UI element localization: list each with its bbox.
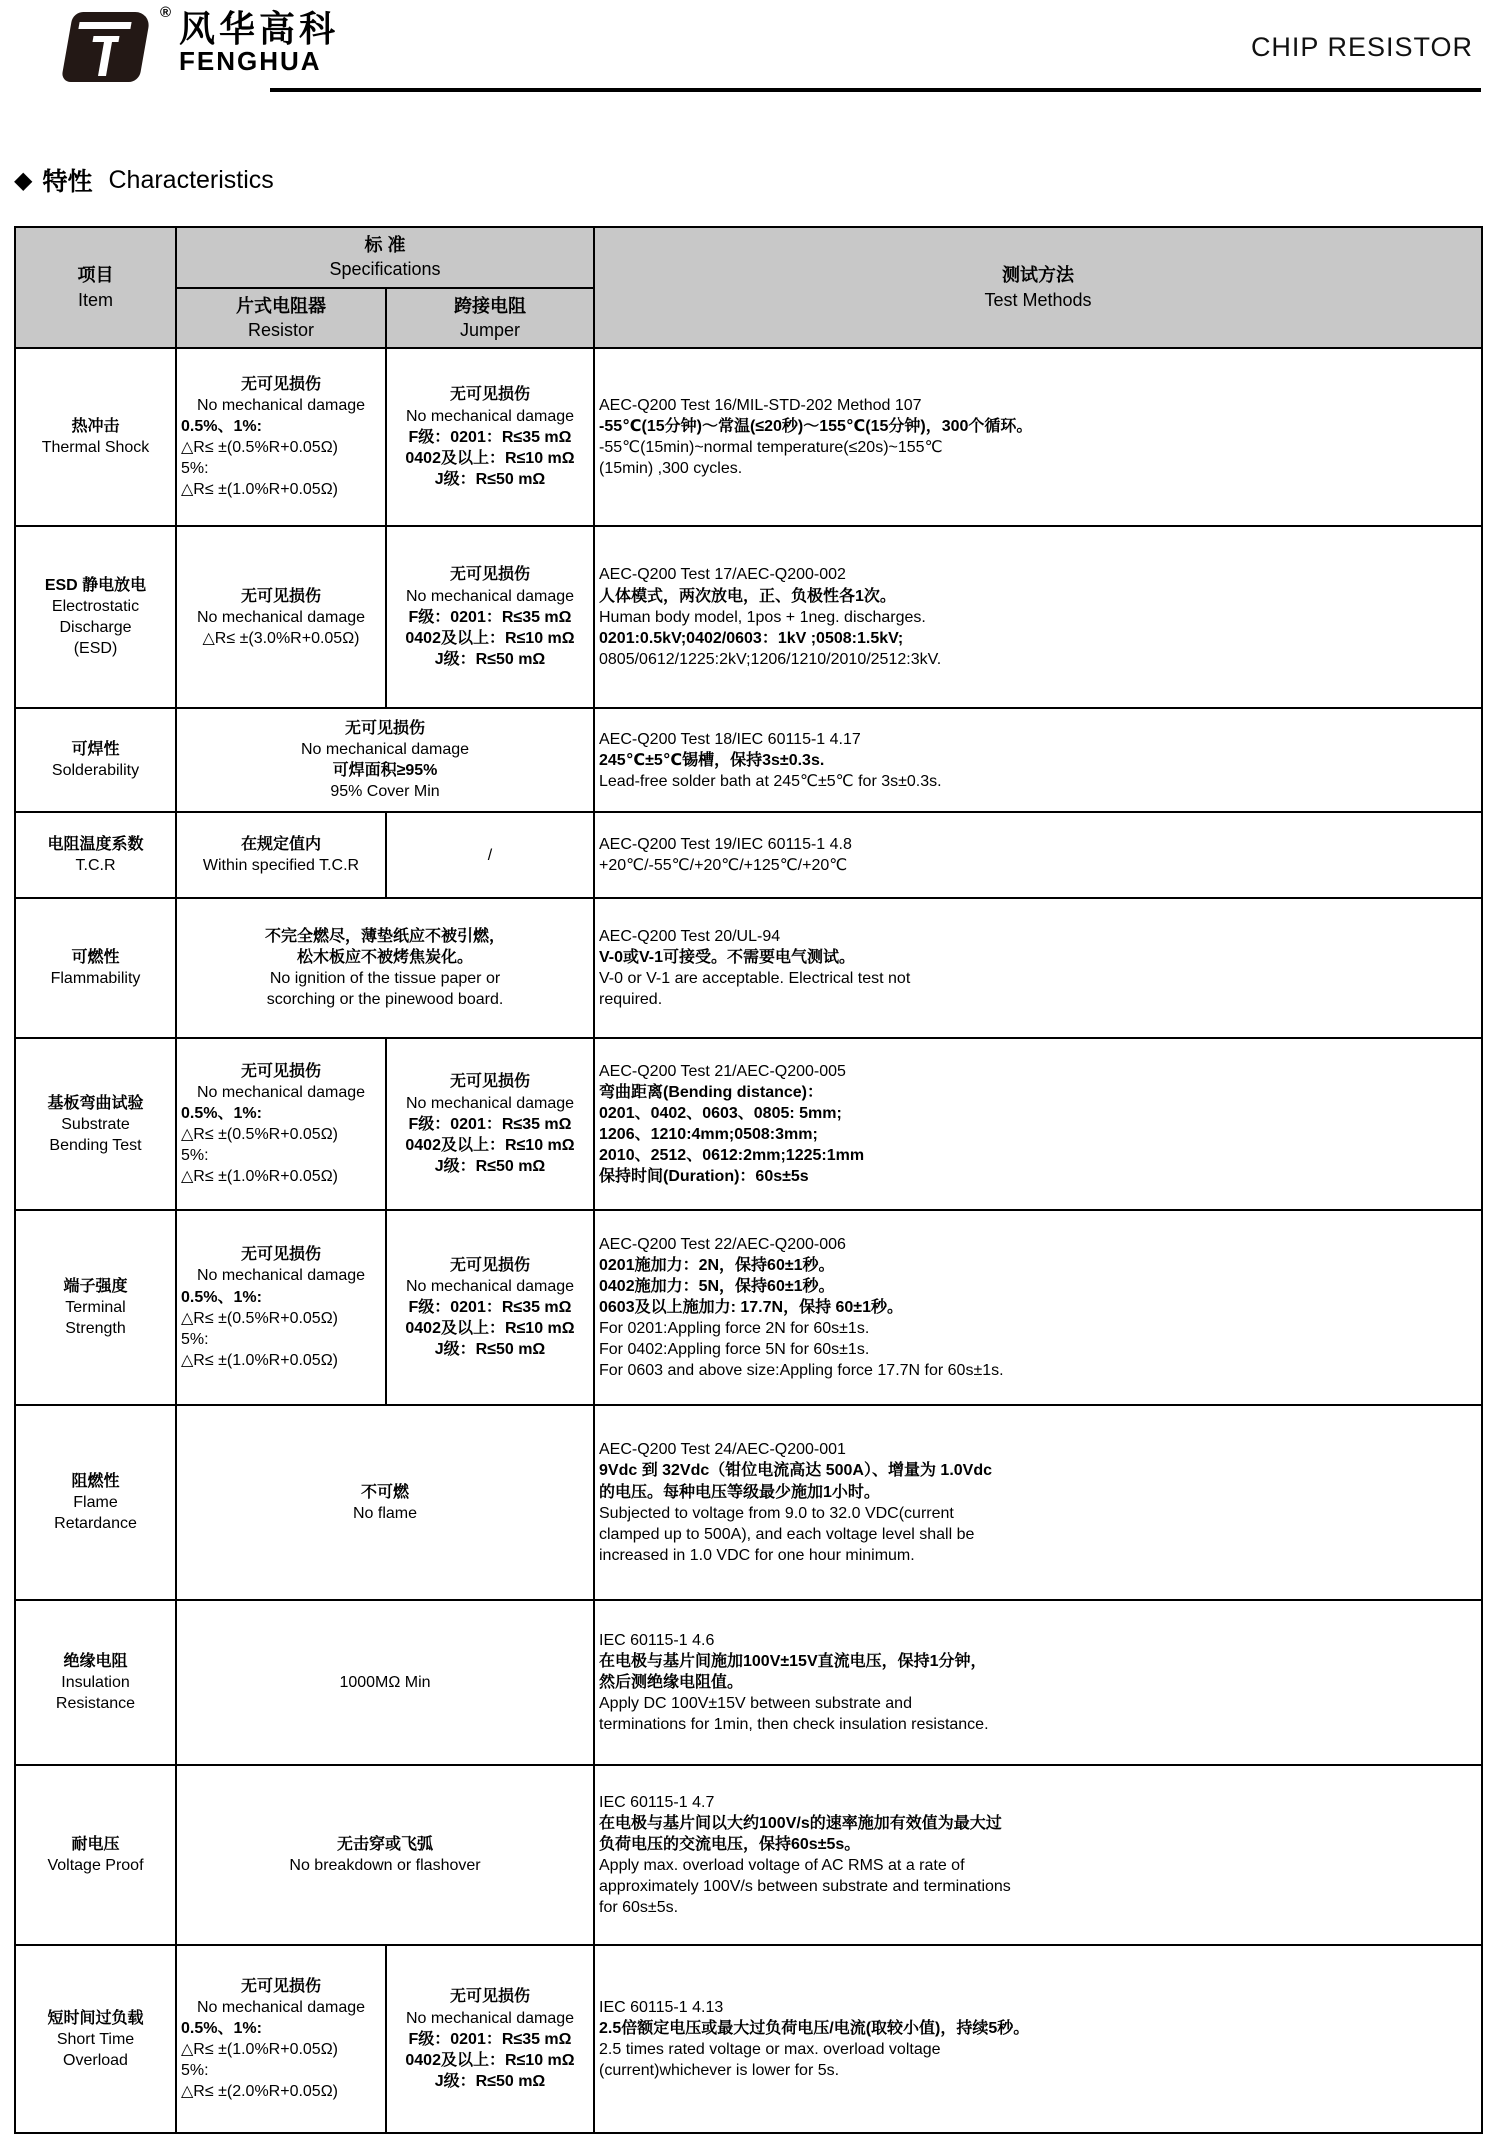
- brand-name-chinese: 风华高科: [179, 8, 340, 49]
- text-line: 5%:: [181, 1147, 209, 1165]
- text-line: Bending Test: [49, 1136, 142, 1154]
- text-line: 9Vdc 到 32Vdc（钳位电流高达 500A）、增量为 1.0Vdc: [599, 1462, 993, 1480]
- text-line: T.C.R: [75, 857, 116, 875]
- text-line: Electrostatic: [51, 598, 140, 616]
- text-line: No mechanical damage: [196, 1083, 366, 1101]
- text-line: △R≤ ±(1.0%R+0.05Ω): [181, 1351, 338, 1369]
- text-line: △R≤ ±(1.0%R+0.05Ω): [181, 2041, 338, 2059]
- text-line: Discharge: [59, 619, 132, 637]
- text-line: -55℃(15分钟)～常温(≤20秒)～155℃(15分钟)，300个循环。: [599, 418, 1033, 436]
- header-test-methods: 测试方法 Test Methods: [594, 227, 1482, 348]
- text-line: 不可燃: [360, 1483, 409, 1501]
- text-line: 松木板应不被烤焦炭化。: [296, 949, 473, 967]
- text-line: 无可见损伤: [240, 1977, 321, 1995]
- text-line: 0.5%、1%:: [181, 1288, 262, 1306]
- table-row: [15, 348, 1482, 526]
- text-line: 然后测绝缘电阻值。: [599, 1674, 744, 1692]
- table-row: [15, 1038, 1482, 1210]
- jumper-spec-cell: [386, 348, 594, 526]
- text-line: 0402施加力：5N，保持60±1秒。: [599, 1278, 835, 1296]
- characteristics-table: [14, 226, 1483, 2134]
- item-cell: [15, 708, 176, 812]
- test-method-cell: [594, 1945, 1482, 2133]
- text-line: (current)whichever is lower for 5s.: [599, 2062, 840, 2080]
- text-line: Voltage Proof: [47, 1857, 144, 1875]
- text-line: 保持时间(Duration)：60s±5s: [599, 1168, 809, 1186]
- item-cell: [15, 1405, 176, 1600]
- text-line: scorching or the pinewood board.: [266, 991, 504, 1009]
- item-cell: [15, 1765, 176, 1945]
- text-line: F级：0201：R≤35 mΩ: [408, 428, 572, 446]
- text-line: approximately 100V/s between substrate and terminations: [599, 1878, 1011, 1896]
- brand-name-english: FENGHUA: [179, 45, 322, 76]
- text-line: 无可见损伤: [449, 1988, 530, 2006]
- merged-spec-cell: [176, 1405, 594, 1600]
- text-line: Thermal Shock: [41, 439, 150, 457]
- header-divider: [270, 88, 1481, 92]
- text-line: 人体模式，两次放电，正、负极性各1次。: [599, 587, 896, 605]
- text-line: V-0或V-1可接受。不需要电气测试。: [599, 949, 856, 967]
- resistor-spec-cell: [176, 1038, 386, 1210]
- text-line: 阻燃性: [71, 1473, 120, 1491]
- item-cell: [15, 1210, 176, 1405]
- text-line: 端子强度: [63, 1278, 128, 1296]
- text-line: 绝缘电阻: [63, 1653, 128, 1671]
- test-method-cell: [594, 1600, 1482, 1765]
- text-line: △R≤ ±(2.0%R+0.05Ω): [181, 2083, 338, 2101]
- test-method-cell: [594, 708, 1482, 812]
- text-line: 0.5%、1%:: [181, 1105, 262, 1123]
- text-line: Lead-free solder bath at 245℃±5℃ for 3s±0.3s.: [599, 772, 942, 790]
- text-line: 热冲击: [71, 418, 120, 436]
- text-line: 可焊面积≥95%: [332, 762, 438, 780]
- text-line: △R≤ ±(1.0%R+0.05Ω): [181, 481, 338, 499]
- header-jumper: 跨接电阻 Jumper: [386, 288, 594, 349]
- resistor-spec-left: [181, 1103, 381, 1187]
- text-line: F级：0201：R≤35 mΩ: [408, 1115, 572, 1133]
- text-line: 0402及以上：R≤10 mΩ: [405, 2051, 575, 2069]
- text-line: 基板弯曲试验: [47, 1094, 144, 1112]
- text-line: For 0603 and above size:Appling force 17.7N for 60s±1s.: [599, 1362, 1004, 1380]
- text-line: 无可见损伤: [449, 566, 530, 584]
- text-line: AEC-Q200 Test 21/AEC-Q200-005: [599, 1062, 846, 1080]
- text-line: No mechanical damage: [300, 741, 470, 759]
- text-line: increased in 1.0 VDC for one hour minimum.: [599, 1546, 915, 1564]
- text-line: 0201、0402、0603、0805: 5mm;: [599, 1105, 842, 1123]
- text-line: F级：0201：R≤35 mΩ: [408, 2030, 572, 2048]
- text-line: △R≤ ±(3.0%R+0.05Ω): [202, 629, 360, 647]
- table-row: [15, 1765, 1482, 1945]
- text-line: 在规定值内: [240, 836, 321, 854]
- text-line: 0.5%、1%:: [181, 418, 262, 436]
- header-specifications: 标 准 Specifications: [176, 227, 594, 288]
- diamond-bullet-icon: ◆: [14, 166, 33, 194]
- header-resistor: 片式电阻器 Resistor: [176, 288, 386, 349]
- resistor-spec-cell: [176, 526, 386, 708]
- resistor-spec-left: [181, 2018, 381, 2102]
- item-cell: [15, 1600, 176, 1765]
- text-line: No mechanical damage: [405, 407, 575, 425]
- text-line: /: [487, 846, 493, 864]
- text-line: AEC-Q200 Test 22/AEC-Q200-006: [599, 1235, 846, 1253]
- test-method-cell: [594, 1038, 1482, 1210]
- merged-spec-cell: [176, 1765, 594, 1945]
- text-line: 短时间过负载: [47, 2009, 144, 2027]
- test-method-cell: [594, 1405, 1482, 1600]
- text-line: for 60s±5s.: [599, 1899, 679, 1917]
- item-cell: [15, 526, 176, 708]
- characteristics-table-body: [15, 348, 1482, 2133]
- text-line: 在电极与基片间以大约100V/s的速率施加有效值为最大过: [599, 1814, 1002, 1832]
- item-cell: [15, 1038, 176, 1210]
- text-line: J级：R≤50 mΩ: [434, 1341, 546, 1359]
- text-line: Retardance: [54, 1515, 137, 1533]
- resistor-spec-center: [181, 374, 381, 416]
- text-line: J级：R≤50 mΩ: [434, 1157, 546, 1175]
- test-method-cell: [594, 1210, 1482, 1405]
- merged-spec-cell: [176, 898, 594, 1038]
- text-line: 可焊性: [71, 741, 120, 759]
- text-line: 5%:: [181, 1330, 209, 1348]
- text-line: AEC-Q200 Test 24/AEC-Q200-001: [599, 1441, 846, 1459]
- item-cell: [15, 812, 176, 898]
- table-row: [15, 812, 1482, 898]
- text-line: 无可见损伤: [240, 1062, 321, 1080]
- text-line: 不完全燃尽，薄垫纸应不被引燃，: [264, 927, 505, 945]
- registered-trademark-icon: ®: [159, 4, 171, 21]
- resistor-spec-left: [181, 1287, 381, 1371]
- resistor-spec-center: [181, 834, 381, 876]
- text-line: 5%:: [181, 460, 209, 478]
- text-line: No mechanical damage: [196, 608, 366, 626]
- text-line: Human body model, 1pos + 1neg. discharges.: [599, 608, 926, 626]
- text-line: No mechanical damage: [405, 587, 575, 605]
- table-row: [15, 898, 1482, 1038]
- text-line: △R≤ ±(0.5%R+0.05Ω): [181, 1309, 338, 1327]
- text-line: Apply DC 100V±15V between substrate and: [599, 1695, 912, 1713]
- text-line: 无可见损伤: [344, 719, 425, 737]
- text-line: 0805/0612/1225:2kV;1206/1210/2010/2512:3kV.: [599, 650, 942, 668]
- table-row: [15, 1405, 1482, 1600]
- resistor-spec-left: [181, 416, 381, 500]
- text-line: 2.5 times rated voltage or max. overload voltage: [599, 2041, 941, 2059]
- resistor-spec-center: [181, 1976, 381, 2018]
- text-line: 0201:0.5kV;0402/0603：1kV ;0508:1.5kV;: [599, 629, 904, 647]
- table-row: [15, 1945, 1482, 2133]
- text-line: AEC-Q200 Test 17/AEC-Q200-002: [599, 566, 846, 584]
- text-line: 5%:: [181, 2062, 209, 2080]
- text-line: AEC-Q200 Test 20/UL-94: [599, 927, 781, 945]
- test-method-cell: [594, 812, 1482, 898]
- text-line: 245℃±5℃锡槽，保持3s±0.3s.: [599, 751, 825, 769]
- text-line: Overload: [63, 2051, 128, 2069]
- text-line: +20℃/-55℃/+20℃/+125℃/+20℃: [599, 857, 848, 875]
- text-line: 2010、2512、0612:2mm;1225:1mm: [599, 1147, 865, 1165]
- text-line: 无可见损伤: [240, 1246, 321, 1264]
- text-line: For 0402:Appling force 5N for 60s±1s.: [599, 1341, 870, 1359]
- resistor-spec-cell: [176, 348, 386, 526]
- text-line: Short Time: [56, 2030, 135, 2048]
- merged-spec-cell: [176, 1600, 594, 1765]
- page-header: [0, 0, 1495, 110]
- text-line: Strength: [65, 1320, 126, 1338]
- item-cell: [15, 348, 176, 526]
- text-line: No mechanical damage: [196, 1998, 366, 2016]
- text-line: -55℃(15min)~normal temperature(≤20s)~155℃: [599, 439, 943, 457]
- text-line: AEC-Q200 Test 18/IEC 60115-1 4.17: [599, 730, 861, 748]
- text-line: Insulation: [61, 1674, 130, 1692]
- resistor-spec-center: [181, 1244, 381, 1286]
- text-line: 在电极与基片间施加100V±15V直流电压，保持1分钟，: [599, 1653, 987, 1671]
- text-line: IEC 60115-1 4.7: [599, 1793, 715, 1811]
- text-line: ESD 静电放电: [44, 576, 147, 594]
- resistor-spec-cell: [176, 1210, 386, 1405]
- section-title-english: Characteristics: [108, 165, 274, 194]
- text-line: J级：R≤50 mΩ: [434, 470, 546, 488]
- text-line: No mechanical damage: [405, 1278, 575, 1296]
- jumper-spec-cell: [386, 1038, 594, 1210]
- text-line: V-0 or V-1 are acceptable. Electrical test not: [599, 970, 911, 988]
- text-line: 0402及以上：R≤10 mΩ: [405, 1136, 575, 1154]
- table-row: [15, 708, 1482, 812]
- text-line: Solderability: [51, 762, 140, 780]
- text-line: Within specified T.C.R: [202, 857, 360, 875]
- text-line: (15min) ,300 cycles.: [599, 460, 743, 478]
- text-line: AEC-Q200 Test 19/IEC 60115-1 4.8: [599, 836, 852, 854]
- text-line: No mechanical damage: [405, 1094, 575, 1112]
- section-title: [14, 162, 1495, 198]
- text-line: IEC 60115-1 4.6: [599, 1631, 715, 1649]
- text-line: Resistance: [55, 1695, 136, 1713]
- text-line: 无可见损伤: [449, 1073, 530, 1091]
- text-line: terminations for 1min, then check insulation resistance.: [599, 1716, 989, 1734]
- text-line: 0201施加力：2N，保持60±1秒。: [599, 1256, 835, 1274]
- text-line: △R≤ ±(1.0%R+0.05Ω): [181, 1168, 338, 1186]
- text-line: 0402及以上：R≤10 mΩ: [405, 629, 575, 647]
- item-cell: [15, 1945, 176, 2133]
- text-line: Terminal: [65, 1299, 126, 1317]
- document-title: CHIP RESISTOR: [1250, 32, 1473, 62]
- table-row: [15, 1210, 1482, 1405]
- item-cell: [15, 898, 176, 1038]
- text-line: △R≤ ±(0.5%R+0.05Ω): [181, 1126, 338, 1144]
- text-line: 可燃性: [71, 949, 120, 967]
- text-line: 无击穿或飞弧: [336, 1836, 433, 1854]
- test-method-cell: [594, 348, 1482, 526]
- text-line: (ESD): [73, 640, 118, 658]
- text-line: Flame: [73, 1494, 118, 1512]
- text-line: Flammability: [50, 970, 141, 988]
- text-line: 耐电压: [71, 1836, 120, 1854]
- text-line: F级：0201：R≤35 mΩ: [408, 608, 572, 626]
- text-line: J级：R≤50 mΩ: [434, 650, 546, 668]
- text-line: clamped up to 500A), and each voltage level shall be: [599, 1525, 975, 1543]
- text-line: Substrate: [61, 1115, 130, 1133]
- table-row: [15, 526, 1482, 708]
- jumper-spec-cell: [386, 812, 594, 898]
- text-line: 0402及以上：R≤10 mΩ: [405, 449, 575, 467]
- text-line: 0.5%、1%:: [181, 2020, 262, 2038]
- text-line: J级：R≤50 mΩ: [434, 2072, 546, 2090]
- jumper-spec-cell: [386, 1210, 594, 1405]
- text-line: 无可见损伤: [240, 587, 321, 605]
- text-line: 的电压。每种电压等级最少施加1小时。: [599, 1483, 880, 1501]
- text-line: 95% Cover Min: [330, 783, 440, 801]
- text-line: 0402及以上：R≤10 mΩ: [405, 1320, 575, 1338]
- text-line: Subjected to voltage from 9.0 to 32.0 VDC(current: [599, 1504, 954, 1522]
- text-line: 0603及以上施加力: 17.7N，保持 60±1秒。: [599, 1299, 903, 1317]
- text-line: Apply max. overload voltage of AC RMS at a rate of: [599, 1857, 965, 1875]
- text-line: F级：0201：R≤35 mΩ: [408, 1299, 572, 1317]
- text-line: 1206、1210:4mm;0508:3mm;: [599, 1126, 818, 1144]
- text-line: 负荷电压的交流电压，保持60s±5s。: [599, 1836, 861, 1854]
- header-item: 项目 Item: [15, 227, 176, 348]
- text-line: 2.5倍额定电压或最大过负荷电压/电流(取较小值)，持续5秒。: [599, 2020, 1030, 2038]
- table-row: [15, 1600, 1482, 1765]
- text-line: △R≤ ±(0.5%R+0.05Ω): [181, 439, 338, 457]
- test-method-cell: [594, 898, 1482, 1038]
- text-line: AEC-Q200 Test 16/MIL-STD-202 Method 107: [599, 396, 922, 414]
- text-line: required.: [599, 991, 663, 1009]
- text-line: No mechanical damage: [405, 2009, 575, 2027]
- text-line: No flame: [352, 1504, 418, 1522]
- jumper-spec-cell: [386, 1945, 594, 2133]
- text-line: For 0201:Appling force 2N for 60s±1s.: [599, 1320, 870, 1338]
- text-line: No mechanical damage: [196, 396, 366, 414]
- fenghua-logo-icon: [55, 4, 171, 86]
- text-line: IEC 60115-1 4.13: [599, 1998, 724, 2016]
- text-line: 弯曲距离(Bending distance)：: [599, 1083, 824, 1101]
- merged-spec-cell: [176, 708, 594, 812]
- text-line: No breakdown or flashover: [289, 1857, 481, 1875]
- text-line: 电阻温度系数: [47, 836, 144, 854]
- table-header: [15, 227, 1482, 348]
- resistor-spec-cell: [176, 1945, 386, 2133]
- resistor-spec-center: [181, 1061, 381, 1103]
- text-line: 无可见损伤: [240, 375, 321, 393]
- text-line: 1000MΩ Min: [339, 1674, 431, 1692]
- resistor-spec-cell: [176, 812, 386, 898]
- text-line: No mechanical damage: [196, 1267, 366, 1285]
- test-method-cell: [594, 1765, 1482, 1945]
- text-line: No ignition of the tissue paper or: [269, 970, 501, 988]
- resistor-spec-center: [181, 586, 381, 649]
- section-title-chinese: 特性: [42, 168, 93, 196]
- jumper-spec-cell: [386, 526, 594, 708]
- test-method-cell: [594, 526, 1482, 708]
- text-line: 无可见损伤: [449, 386, 530, 404]
- text-line: 无可见损伤: [449, 1256, 530, 1274]
